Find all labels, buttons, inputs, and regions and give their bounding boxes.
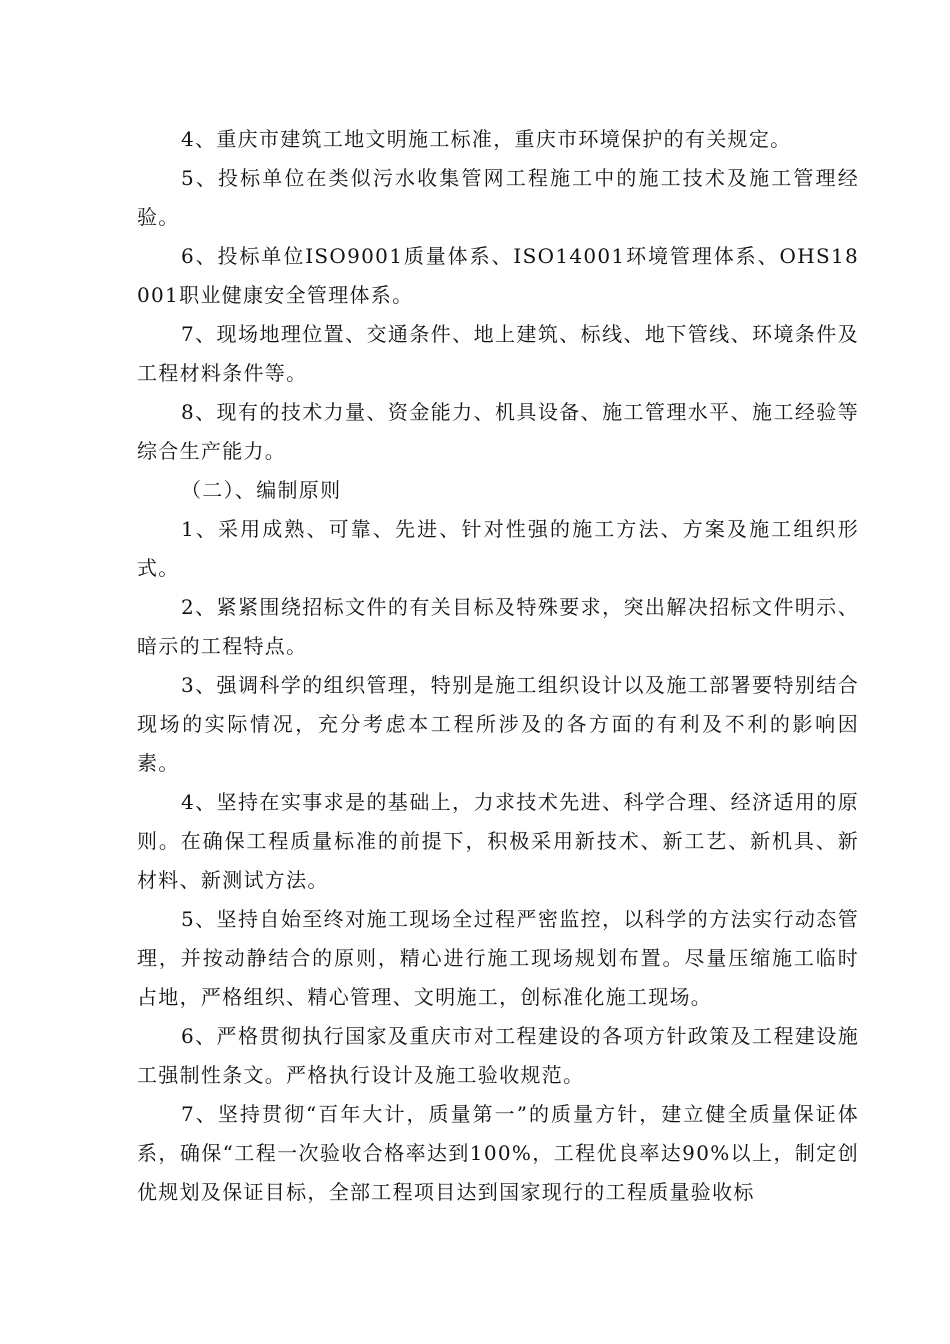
section-heading-principles: （二）、编制原则 (181, 478, 342, 502)
paragraph-principle-6: 6、严格贯彻执行国家及重庆市对工程建设的各项方针政策及工程建设施工强制性条文。严格执行设计及施工验收规范。 (137, 1024, 859, 1087)
paragraph-principle-7: 7、坚持贯彻“百年大计，质量第一”的质量方针，建立健全质量保证体系，确保“工程一次验收合格率达到100%，工程优良率达90%以上，制定创优规划及保证目标，全部工程项目达到国家现行的工程质量验收标 (137, 1102, 859, 1204)
paragraph-basis-4: 4、重庆市建筑工地文明施工标准，重庆市环境保护的有关规定。 (181, 127, 792, 151)
paragraph-basis-5: 5、投标单位在类似污水收集管网工程施工中的施工技术及施工管理经验。 (137, 166, 859, 229)
paragraph-basis-7: 7、现场地理位置、交通条件、地上建筑、标线、地下管线、环境条件及工程材料条件等。 (137, 322, 859, 385)
paragraph-principle-1: 1、采用成熟、可靠、先进、针对性强的施工方法、方案及施工组织形式。 (137, 517, 859, 580)
paragraph-principle-2: 2、紧紧围绕招标文件的有关目标及特殊要求，突出解决招标文件明示、暗示的工程特点。 (137, 595, 859, 658)
paragraph-basis-6: 6、投标单位ISO9001质量体系、ISO14001环境管理体系、OHS18001职业健康安全管理体系。 (137, 244, 859, 307)
paragraph-principle-3: 3、强调科学的组织管理，特别是施工组织设计以及施工部署要特别结合现场的实际情况，充分考虑本工程所涉及的各方面的有利及不利的影响因素。 (137, 673, 859, 775)
paragraph-principle-5: 5、坚持自始至终对施工现场全过程严密监控，以科学的方法实行动态管理，并按动静结合的原则，精心进行施工现场规划布置。尽量压缩施工临时占地，严格组织、精心管理、文明施工，创标准化施工现场。 (137, 907, 859, 1009)
document-body (137, 120, 859, 1212)
paragraph-basis-8: 8、现有的技术力量、资金能力、机具设备、施工管理水平、施工经验等综合生产能力。 (137, 400, 859, 463)
paragraph-principle-4: 4、坚持在实事求是的基础上，力求技术先进、科学合理、经济适用的原则。在确保工程质量标准的前提下，积极采用新技术、新工艺、新机具、新材料、新测试方法。 (137, 790, 859, 892)
